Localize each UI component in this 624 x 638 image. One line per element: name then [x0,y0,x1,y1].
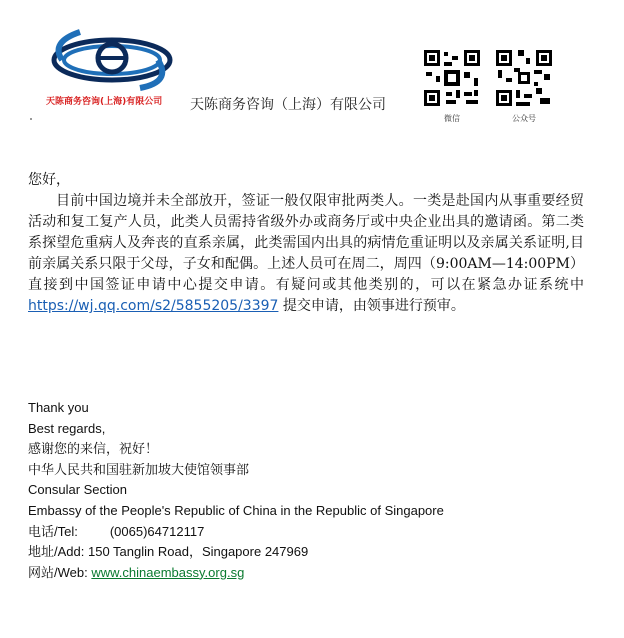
decorative-dot [30,118,32,120]
website-link[interactable]: www.chinaembassy.org.sg [91,564,245,580]
tel-value: (0065)64712117 [109,523,205,539]
official-account-qr-code [494,48,554,108]
wechat-qr-code [422,48,482,108]
application-system-link[interactable]: https://wj.qq.com/s2/5855205/3397 [28,298,279,314]
section-line: Consular Section [28,482,127,498]
signature-block [28,398,444,583]
official-account-qr-label: 公众号 [512,114,536,123]
letter-body [28,170,584,317]
web-line [28,563,444,584]
wechat-qr-label: 微信 [444,114,460,123]
tel-line [28,522,444,543]
department-cn-line: 中华人民共和国驻新加坡大使馆领事部 [28,461,250,477]
address-value: 150 Tanglin Road，Singapore 247969 [87,544,309,560]
tel-label: 电话/Tel: [28,523,78,539]
embassy-line: Embassy of the People's Republic of China in the Republic of Singapore [28,502,444,518]
company-name: 天陈商务咨询（上海）有限公司 [190,97,386,113]
paragraph-text: 目前中国边境并未全部放开，签证一般仅限审批两类人。一类是赴国内从事重要经贸活动和复工复产人员，此类人员需持省级外办或商务厅或中央企业出具的邀请函。第二类系探望危重病人及奔丧的直系亲属，此类需国内出具的病情危重证明以及亲属关系证明,目前亲属关系只限于父母，子女和配偶。上述人员可在周二，周四（9:00AM—14:00PM）直接到中国签证申请中心提交申请。有疑问或其他类别的，可以在紧急办证系统中 [28,193,584,293]
logo-caption: 天陈商务咨询(上海)有限公司 [46,97,163,107]
paragraph-text-end: 提交申请，由领事进行预审。 [278,298,465,314]
greeting: 您好， [28,172,70,188]
main-paragraph [28,191,584,317]
thanks-line: Thank you [28,400,89,415]
thanks-cn-line: 感谢您的来信，祝好！ [28,441,159,457]
company-logo [40,22,180,114]
web-label: 网站/Web: [28,564,88,580]
regards-line: Best regards, [28,420,106,436]
address-line [28,542,444,563]
address-label: 地址/Add: [28,544,85,560]
logo-emblem-icon [40,22,180,114]
